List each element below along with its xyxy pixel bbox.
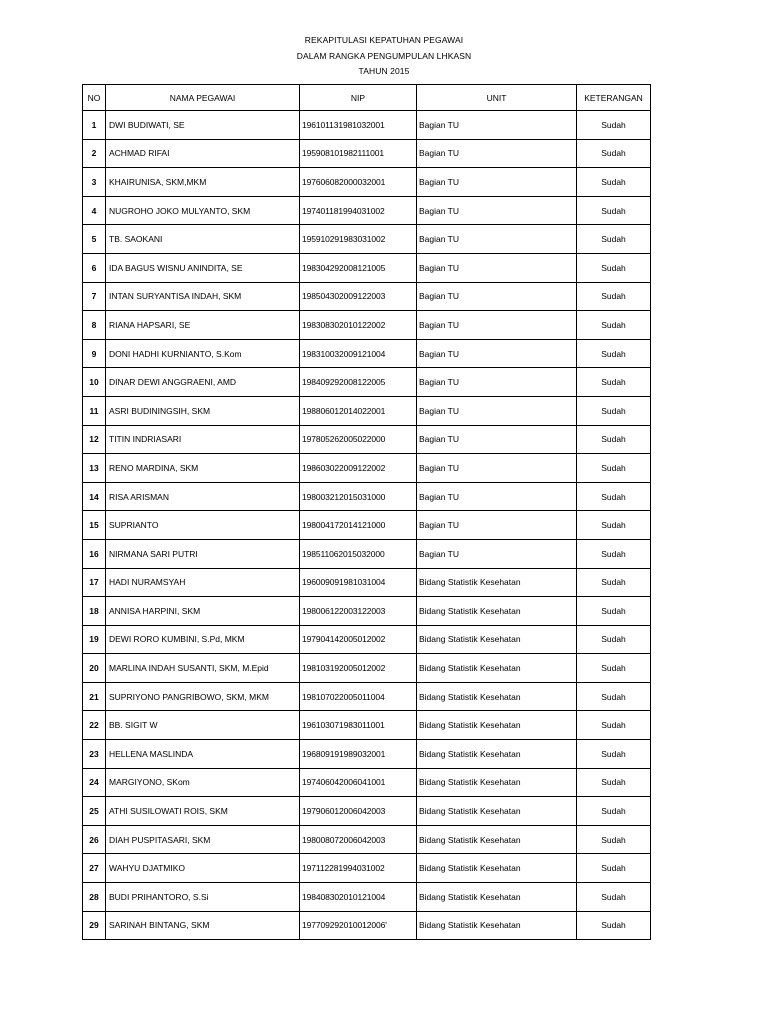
cell-unit: Bagian TU: [417, 425, 577, 454]
cell-no: 25: [83, 797, 106, 826]
cell-nama-pegawai: KHAIRUNISA, SKM,MKM: [106, 168, 300, 197]
cell-unit: Bagian TU: [417, 282, 577, 311]
cell-no: 4: [83, 196, 106, 225]
table-row: [83, 797, 651, 826]
cell-keterangan: Sudah: [577, 568, 651, 597]
cell-no: 20: [83, 654, 106, 683]
table-row: [83, 682, 651, 711]
cell-unit: Bidang Statistik Kesehatan: [417, 768, 577, 797]
cell-keterangan: Sudah: [577, 539, 651, 568]
cell-no: 2: [83, 139, 106, 168]
cell-nip: 196809191989032001: [300, 740, 417, 769]
table-row: [83, 740, 651, 769]
title-line-1: REKAPITULASI KEPATUHAN PEGAWAI: [304, 35, 464, 45]
cell-no: 9: [83, 339, 106, 368]
cell-no: 23: [83, 740, 106, 769]
cell-no: 7: [83, 282, 106, 311]
table-row: [83, 339, 651, 368]
cell-unit: Bagian TU: [417, 253, 577, 282]
cell-unit: Bidang Statistik Kesehatan: [417, 682, 577, 711]
table-row: [83, 654, 651, 683]
cell-keterangan: Sudah: [577, 797, 651, 826]
cell-no: 11: [83, 396, 106, 425]
table-row: [83, 311, 651, 340]
cell-nama-pegawai: RISA ARISMAN: [106, 482, 300, 511]
cell-nama-pegawai: DIAH PUSPITASARI, SKM: [106, 825, 300, 854]
table-row: [83, 168, 651, 197]
cell-unit: Bagian TU: [417, 225, 577, 254]
employee-compliance-table: [82, 84, 651, 940]
cell-nama-pegawai: ACHMAD RIFAI: [106, 139, 300, 168]
cell-nip: 198304292008121005: [300, 253, 417, 282]
cell-no: 1: [83, 111, 106, 140]
cell-nama-pegawai: DEWI RORO KUMBINI, S.Pd, MKM: [106, 625, 300, 654]
title-line-2: DALAM RANGKA PENGUMPULAN LHKASN: [296, 51, 472, 61]
table-row: [83, 454, 651, 483]
header-unit: UNIT: [417, 85, 577, 111]
table-row: [83, 368, 651, 397]
cell-no: 29: [83, 911, 106, 940]
cell-nama-pegawai: ANNISA HARPINI, SKM: [106, 597, 300, 626]
cell-nama-pegawai: IDA BAGUS WISNU ANINDITA, SE: [106, 253, 300, 282]
table-row: [83, 883, 651, 912]
cell-keterangan: Sudah: [577, 911, 651, 940]
cell-unit: Bidang Statistik Kesehatan: [417, 654, 577, 683]
cell-no: 6: [83, 253, 106, 282]
cell-nip: 198107022005011004: [300, 682, 417, 711]
cell-nama-pegawai: BB. SIGIT W: [106, 711, 300, 740]
cell-keterangan: Sudah: [577, 454, 651, 483]
cell-keterangan: Sudah: [577, 225, 651, 254]
cell-unit: Bidang Statistik Kesehatan: [417, 883, 577, 912]
cell-nama-pegawai: NIRMANA SARI PUTRI: [106, 539, 300, 568]
table-row: [83, 768, 651, 797]
cell-no: 8: [83, 311, 106, 340]
cell-nip: 198006122003122003: [300, 597, 417, 626]
cell-no: 27: [83, 854, 106, 883]
cell-nama-pegawai: MARLINA INDAH SUSANTI, SKM, M.Epid: [106, 654, 300, 683]
cell-keterangan: Sudah: [577, 482, 651, 511]
cell-nama-pegawai: TITIN INDRIASARI: [106, 425, 300, 454]
cell-nip: 198511062015032000: [300, 539, 417, 568]
table-row: [83, 482, 651, 511]
cell-nip: 198504302009122003: [300, 282, 417, 311]
cell-nip: 196009091981031004: [300, 568, 417, 597]
cell-keterangan: Sudah: [577, 196, 651, 225]
cell-unit: Bagian TU: [417, 168, 577, 197]
cell-nip: 198603022009122002: [300, 454, 417, 483]
table-row: [83, 253, 651, 282]
table-row: [83, 539, 651, 568]
cell-keterangan: Sudah: [577, 111, 651, 140]
cell-nama-pegawai: DWI BUDIWATI, SE: [106, 111, 300, 140]
table-row: [83, 196, 651, 225]
cell-nip: 197401181994031002: [300, 196, 417, 225]
header-nip: NIP: [300, 85, 417, 111]
cell-no: 26: [83, 825, 106, 854]
table-row: [83, 711, 651, 740]
cell-nip: 198806012014022001: [300, 396, 417, 425]
cell-nip: 198008072006042003: [300, 825, 417, 854]
cell-no: 28: [83, 883, 106, 912]
cell-keterangan: Sudah: [577, 740, 651, 769]
cell-no: 16: [83, 539, 106, 568]
cell-unit: Bagian TU: [417, 482, 577, 511]
table-row: [83, 511, 651, 540]
cell-keterangan: Sudah: [577, 883, 651, 912]
cell-keterangan: Sudah: [577, 511, 651, 540]
cell-unit: Bagian TU: [417, 454, 577, 483]
cell-nama-pegawai: RIANA HAPSARI, SE: [106, 311, 300, 340]
cell-nip: 198409292008122005: [300, 368, 417, 397]
cell-nip: 195910291983031002: [300, 225, 417, 254]
table-row: [83, 139, 651, 168]
cell-nama-pegawai: ASRI BUDININGSIH, SKM: [106, 396, 300, 425]
cell-unit: Bidang Statistik Kesehatan: [417, 797, 577, 826]
cell-keterangan: Sudah: [577, 282, 651, 311]
cell-keterangan: Sudah: [577, 368, 651, 397]
cell-keterangan: Sudah: [577, 625, 651, 654]
cell-keterangan: Sudah: [577, 425, 651, 454]
cell-nama-pegawai: SARINAH BINTANG, SKM: [106, 911, 300, 940]
cell-no: 24: [83, 768, 106, 797]
cell-keterangan: Sudah: [577, 854, 651, 883]
table-row: [83, 396, 651, 425]
cell-nama-pegawai: BUDI PRIHANTORO, S.Si: [106, 883, 300, 912]
cell-nama-pegawai: NUGROHO JOKO MULYANTO, SKM: [106, 196, 300, 225]
table-header-row: [83, 85, 651, 111]
cell-unit: Bagian TU: [417, 368, 577, 397]
cell-no: 21: [83, 682, 106, 711]
cell-unit: Bagian TU: [417, 339, 577, 368]
cell-unit: Bagian TU: [417, 396, 577, 425]
cell-keterangan: Sudah: [577, 711, 651, 740]
table-row: [83, 625, 651, 654]
cell-no: 22: [83, 711, 106, 740]
cell-no: 13: [83, 454, 106, 483]
cell-unit: Bidang Statistik Kesehatan: [417, 740, 577, 769]
table-row: [83, 282, 651, 311]
cell-keterangan: Sudah: [577, 768, 651, 797]
cell-keterangan: Sudah: [577, 597, 651, 626]
cell-nip: 198004172014121000: [300, 511, 417, 540]
table-row: [83, 225, 651, 254]
cell-unit: Bagian TU: [417, 539, 577, 568]
cell-keterangan: Sudah: [577, 253, 651, 282]
cell-unit: Bidang Statistik Kesehatan: [417, 568, 577, 597]
cell-nama-pegawai: ATHI SUSILOWATI ROIS, SKM: [106, 797, 300, 826]
cell-unit: Bidang Statistik Kesehatan: [417, 825, 577, 854]
cell-no: 10: [83, 368, 106, 397]
table-row: [83, 568, 651, 597]
table-row: [83, 111, 651, 140]
cell-no: 3: [83, 168, 106, 197]
cell-nip: 198308302010122002: [300, 311, 417, 340]
cell-nama-pegawai: HELLENA MASLINDA: [106, 740, 300, 769]
table-row: [83, 854, 651, 883]
cell-unit: Bidang Statistik Kesehatan: [417, 625, 577, 654]
cell-nip: 198103192005012002: [300, 654, 417, 683]
cell-nip: 197904142005012002: [300, 625, 417, 654]
cell-keterangan: Sudah: [577, 396, 651, 425]
table-row: [83, 825, 651, 854]
cell-no: 15: [83, 511, 106, 540]
cell-nip: 198408302010121004: [300, 883, 417, 912]
cell-nip: 198310032009121004: [300, 339, 417, 368]
cell-no: 5: [83, 225, 106, 254]
table-row: [83, 425, 651, 454]
cell-keterangan: Sudah: [577, 311, 651, 340]
cell-nama-pegawai: DINAR DEWI ANGGRAENI, AMD: [106, 368, 300, 397]
cell-unit: Bidang Statistik Kesehatan: [417, 597, 577, 626]
cell-unit: Bagian TU: [417, 196, 577, 225]
cell-no: 19: [83, 625, 106, 654]
cell-keterangan: Sudah: [577, 339, 651, 368]
cell-keterangan: Sudah: [577, 168, 651, 197]
cell-keterangan: Sudah: [577, 654, 651, 683]
cell-keterangan: Sudah: [577, 825, 651, 854]
title-line-3: TAHUN 2015: [358, 66, 410, 76]
header-nama-pegawai: NAMA PEGAWAI: [106, 85, 300, 111]
cell-keterangan: Sudah: [577, 139, 651, 168]
header-keterangan: KETERANGAN: [577, 85, 651, 111]
cell-no: 17: [83, 568, 106, 597]
cell-nip: 197906012006042003: [300, 797, 417, 826]
cell-unit: Bagian TU: [417, 311, 577, 340]
cell-no: 14: [83, 482, 106, 511]
cell-nama-pegawai: SUPRIYONO PANGRIBOWO, SKM, MKM: [106, 682, 300, 711]
table-row: [83, 597, 651, 626]
cell-nip: 197406042006041001: [300, 768, 417, 797]
cell-nama-pegawai: SUPRIANTO: [106, 511, 300, 540]
cell-nama-pegawai: INTAN SURYANTISA INDAH, SKM: [106, 282, 300, 311]
cell-nama-pegawai: MARGIYONO, SKom: [106, 768, 300, 797]
cell-nama-pegawai: RENO MARDINA, SKM: [106, 454, 300, 483]
header-no: NO: [83, 85, 106, 111]
cell-unit: Bagian TU: [417, 111, 577, 140]
cell-unit: Bidang Statistik Kesehatan: [417, 911, 577, 940]
cell-nama-pegawai: TB. SAOKANI: [106, 225, 300, 254]
cell-keterangan: Sudah: [577, 682, 651, 711]
cell-nip: 197112281994031002: [300, 854, 417, 883]
table-row: [83, 911, 651, 940]
cell-nip: 197805262005022000: [300, 425, 417, 454]
cell-unit: Bidang Statistik Kesehatan: [417, 854, 577, 883]
cell-nama-pegawai: DONI HADHI KURNIANTO, S.Kom: [106, 339, 300, 368]
cell-no: 12: [83, 425, 106, 454]
cell-nip: 195908101982111001: [300, 139, 417, 168]
cell-nama-pegawai: WAHYU DJATMIKO: [106, 854, 300, 883]
cell-nama-pegawai: HADI NURAMSYAH: [106, 568, 300, 597]
cell-nip: 196103071983011001: [300, 711, 417, 740]
cell-nip: 197606082000032001: [300, 168, 417, 197]
cell-unit: Bidang Statistik Kesehatan: [417, 711, 577, 740]
cell-no: 18: [83, 597, 106, 626]
cell-nip: 197709292010012006': [300, 911, 417, 940]
table-body: [83, 111, 651, 940]
cell-nip: 198003212015031000: [300, 482, 417, 511]
cell-nip: 196101131981032001: [300, 111, 417, 140]
cell-unit: Bagian TU: [417, 511, 577, 540]
cell-unit: Bagian TU: [417, 139, 577, 168]
